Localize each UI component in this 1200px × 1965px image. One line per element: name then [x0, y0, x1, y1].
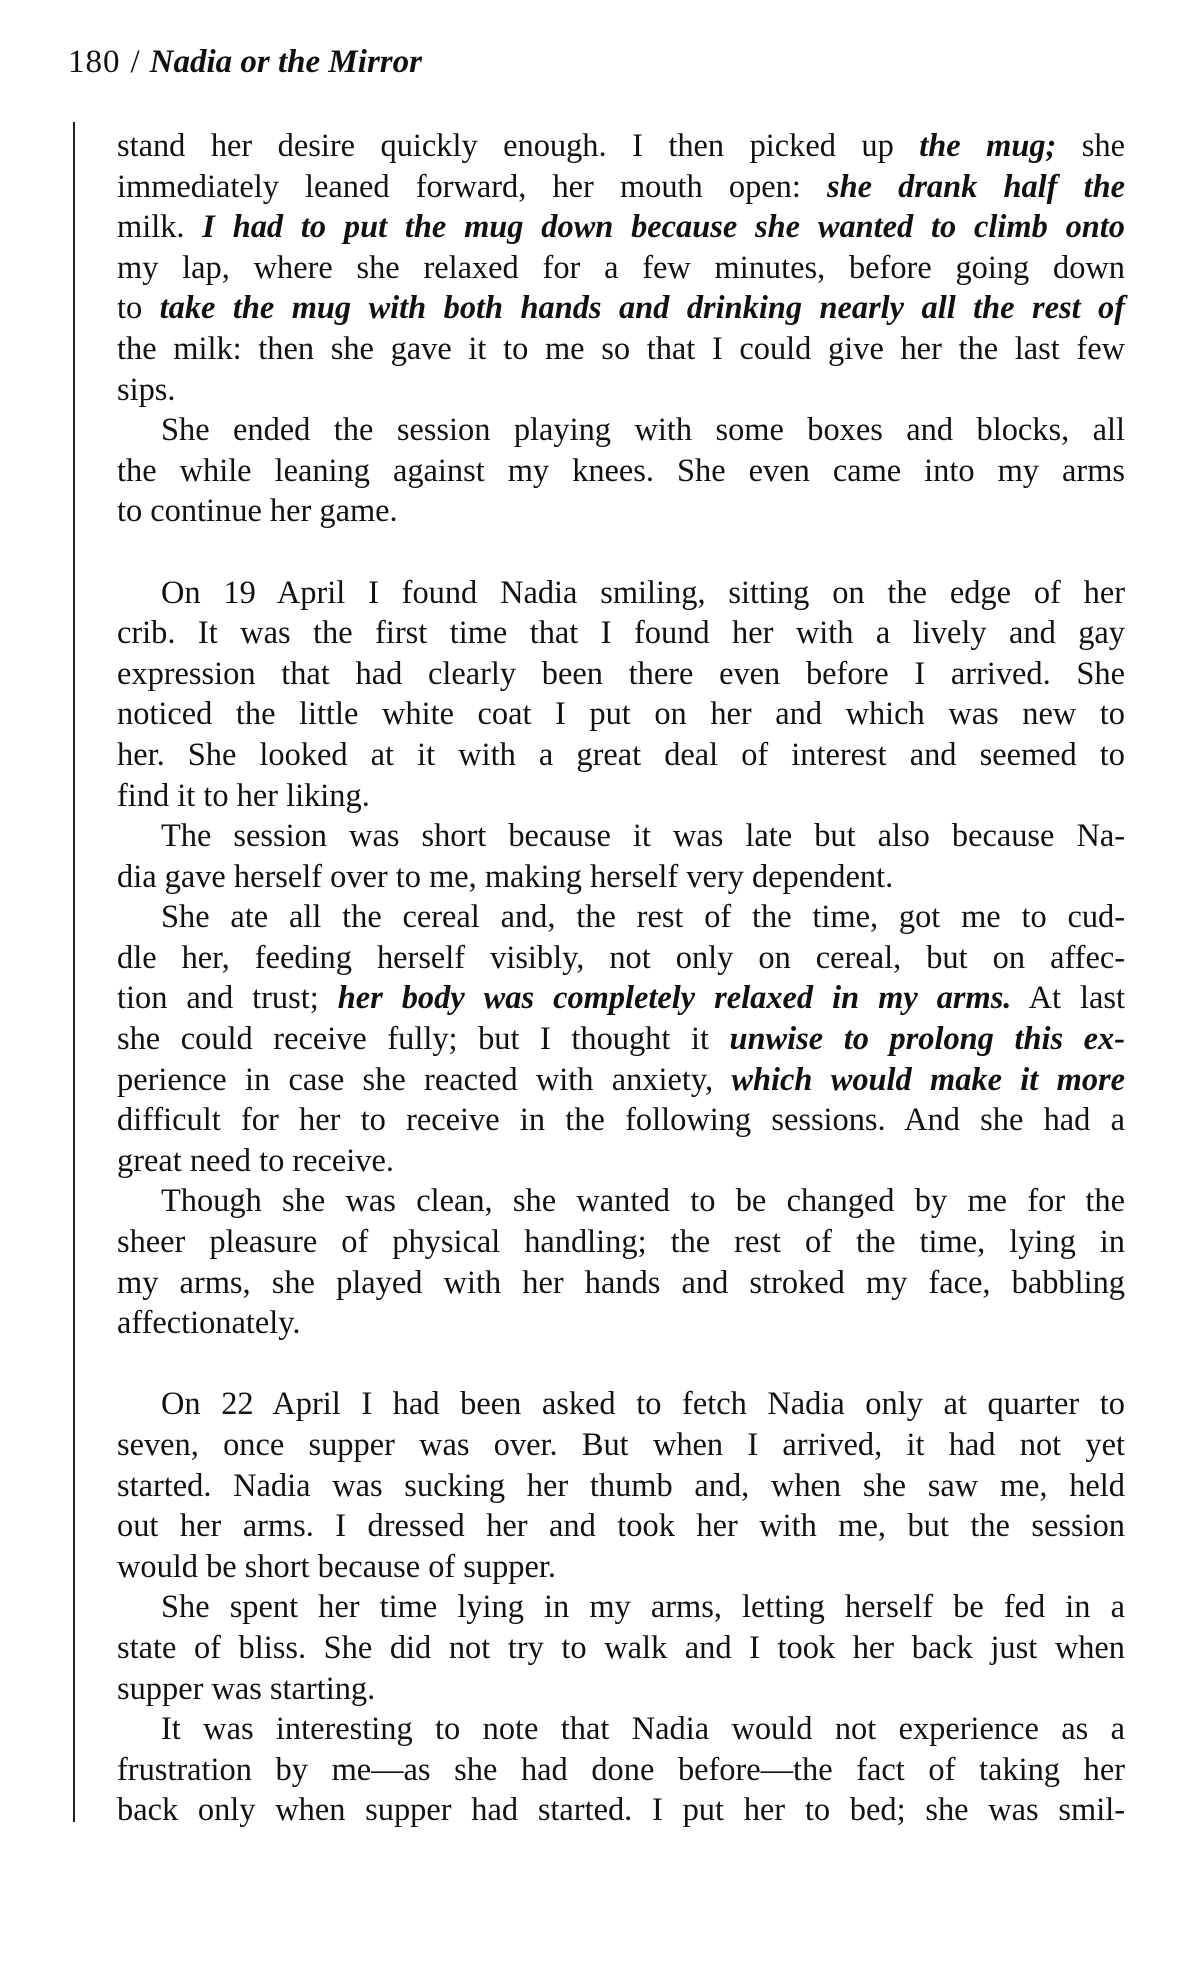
margin-rule — [73, 122, 75, 1822]
page-number: 180 — [68, 44, 121, 80]
text-line: difficult for her to receive in the following sessions. And she had a — [117, 1102, 1125, 1139]
text-line: crib. It was the first time that I found her with a lively and gay — [117, 615, 1125, 652]
text-line: my lap, where she relaxed for a few minutes, before going down — [117, 249, 1125, 286]
body-text — [117, 126, 1125, 1831]
text-line: immediately leaned forward, her mouth open: she drank half the — [117, 168, 1125, 205]
text-line: expression that had clearly been there even before I arrived. She — [117, 655, 1125, 692]
paragraph — [117, 410, 1125, 532]
paragraph — [117, 573, 1125, 817]
text-line: the milk: then she gave it to me so that I could give her the last few — [117, 330, 1125, 367]
text-line: She spent her time lying in my arms, letting herself be fed in a — [161, 1589, 1125, 1626]
text-line: Though she was clean, she wanted to be changed by me for the — [161, 1183, 1125, 1220]
text-line: back only when supper had started. I put her to bed; she was smil- — [117, 1792, 1125, 1829]
paragraph — [117, 816, 1125, 897]
emphasis: she drank half the — [826, 168, 1125, 205]
text-line: perience in case she reacted with anxiety, which would make it more — [117, 1061, 1125, 1098]
emphasis: which would make it more — [713, 1061, 1125, 1098]
paragraph — [117, 1709, 1125, 1831]
text-line: find it to her liking. — [117, 777, 370, 814]
paragraph — [117, 1587, 1125, 1709]
text-line: It was interesting to note that Nadia would not experience as a — [161, 1711, 1125, 1748]
text-line: seven, once supper was over. But when I arrived, it had not yet — [117, 1427, 1125, 1463]
section-break — [117, 532, 1125, 573]
emphasis: take the mug with both hands and drinking nearly all the rest of — [159, 290, 1125, 327]
text-line: tion and trust; her body was completely relaxed in my arms. At last — [117, 980, 1125, 1017]
text-line: She ended the session playing with some boxes and blocks, all — [161, 412, 1125, 449]
section-break — [117, 1344, 1125, 1385]
text-line: dle her, feeding herself visibly, not only on cereal, but on affec- — [117, 939, 1125, 976]
emphasis: I had to put the mug down because she wanted to climb onto — [184, 209, 1125, 246]
paragraph — [117, 897, 1125, 1181]
paragraph — [117, 1181, 1125, 1343]
text-line: to take the mug with both hands and drinking nearly all the rest of — [117, 290, 1125, 327]
text-line: milk. I had to put the mug down because she wanted to climb onto — [117, 209, 1125, 246]
text-line: would be short because of supper. — [117, 1548, 556, 1585]
text-line: noticed the little white coat I put on her and which was new to — [117, 696, 1125, 733]
text-line: out her arms. I dressed her and took her with me, but the session — [117, 1508, 1125, 1545]
text-line: my arms, she played with her hands and stroked my face, babbling — [117, 1264, 1125, 1301]
paragraph — [117, 1384, 1125, 1587]
text-line: she could receive fully; but I thought it unwise to prolong this ex- — [117, 1021, 1126, 1058]
header-separator: / — [130, 44, 140, 80]
running-head — [68, 42, 422, 82]
text-line: The session was short because it was late but also because Na- — [161, 818, 1125, 855]
text-line: frustration by me—as she had done before—the fact of taking her — [117, 1751, 1125, 1788]
text-line: state of bliss. She did not try to walk and I took her back just when — [117, 1629, 1125, 1666]
text-line: the while leaning against my knees. She even came into my arms — [117, 452, 1125, 489]
emphasis: her body was completely relaxed in my arms. — [337, 980, 1012, 1017]
text-line: affectionately. — [117, 1305, 301, 1342]
text-line: to continue her game. — [117, 493, 398, 530]
text-line: supper was starting. — [117, 1670, 376, 1707]
emphasis: unwise to prolong this ex- — [729, 1021, 1126, 1058]
paragraph — [117, 126, 1125, 410]
text-line: sips. — [117, 371, 176, 408]
book-title: Nadia or the Mirror — [149, 44, 422, 80]
emphasis: the mug; — [919, 128, 1057, 164]
text-line: great need to receive. — [117, 1142, 394, 1179]
text-line: sheer pleasure of physical handling; the rest of the time, lying in — [117, 1224, 1125, 1261]
text-line: her. She looked at it with a great deal of interest and seemed to — [117, 736, 1125, 773]
text-line: dia gave herself over to me, making herself very dependent. — [117, 858, 894, 895]
text-line: started. Nadia was sucking her thumb and, when she saw me, held — [117, 1467, 1125, 1504]
text-line: stand her desire quickly enough. I then picked up the mug; she — [117, 128, 1125, 164]
text-line: On 22 April I had been asked to fetch Nadia only at quarter to — [161, 1386, 1125, 1423]
text-line: She ate all the cereal and, the rest of the time, got me to cud- — [161, 899, 1125, 936]
text-line: On 19 April I found Nadia smiling, sitting on the edge of her — [161, 574, 1125, 611]
